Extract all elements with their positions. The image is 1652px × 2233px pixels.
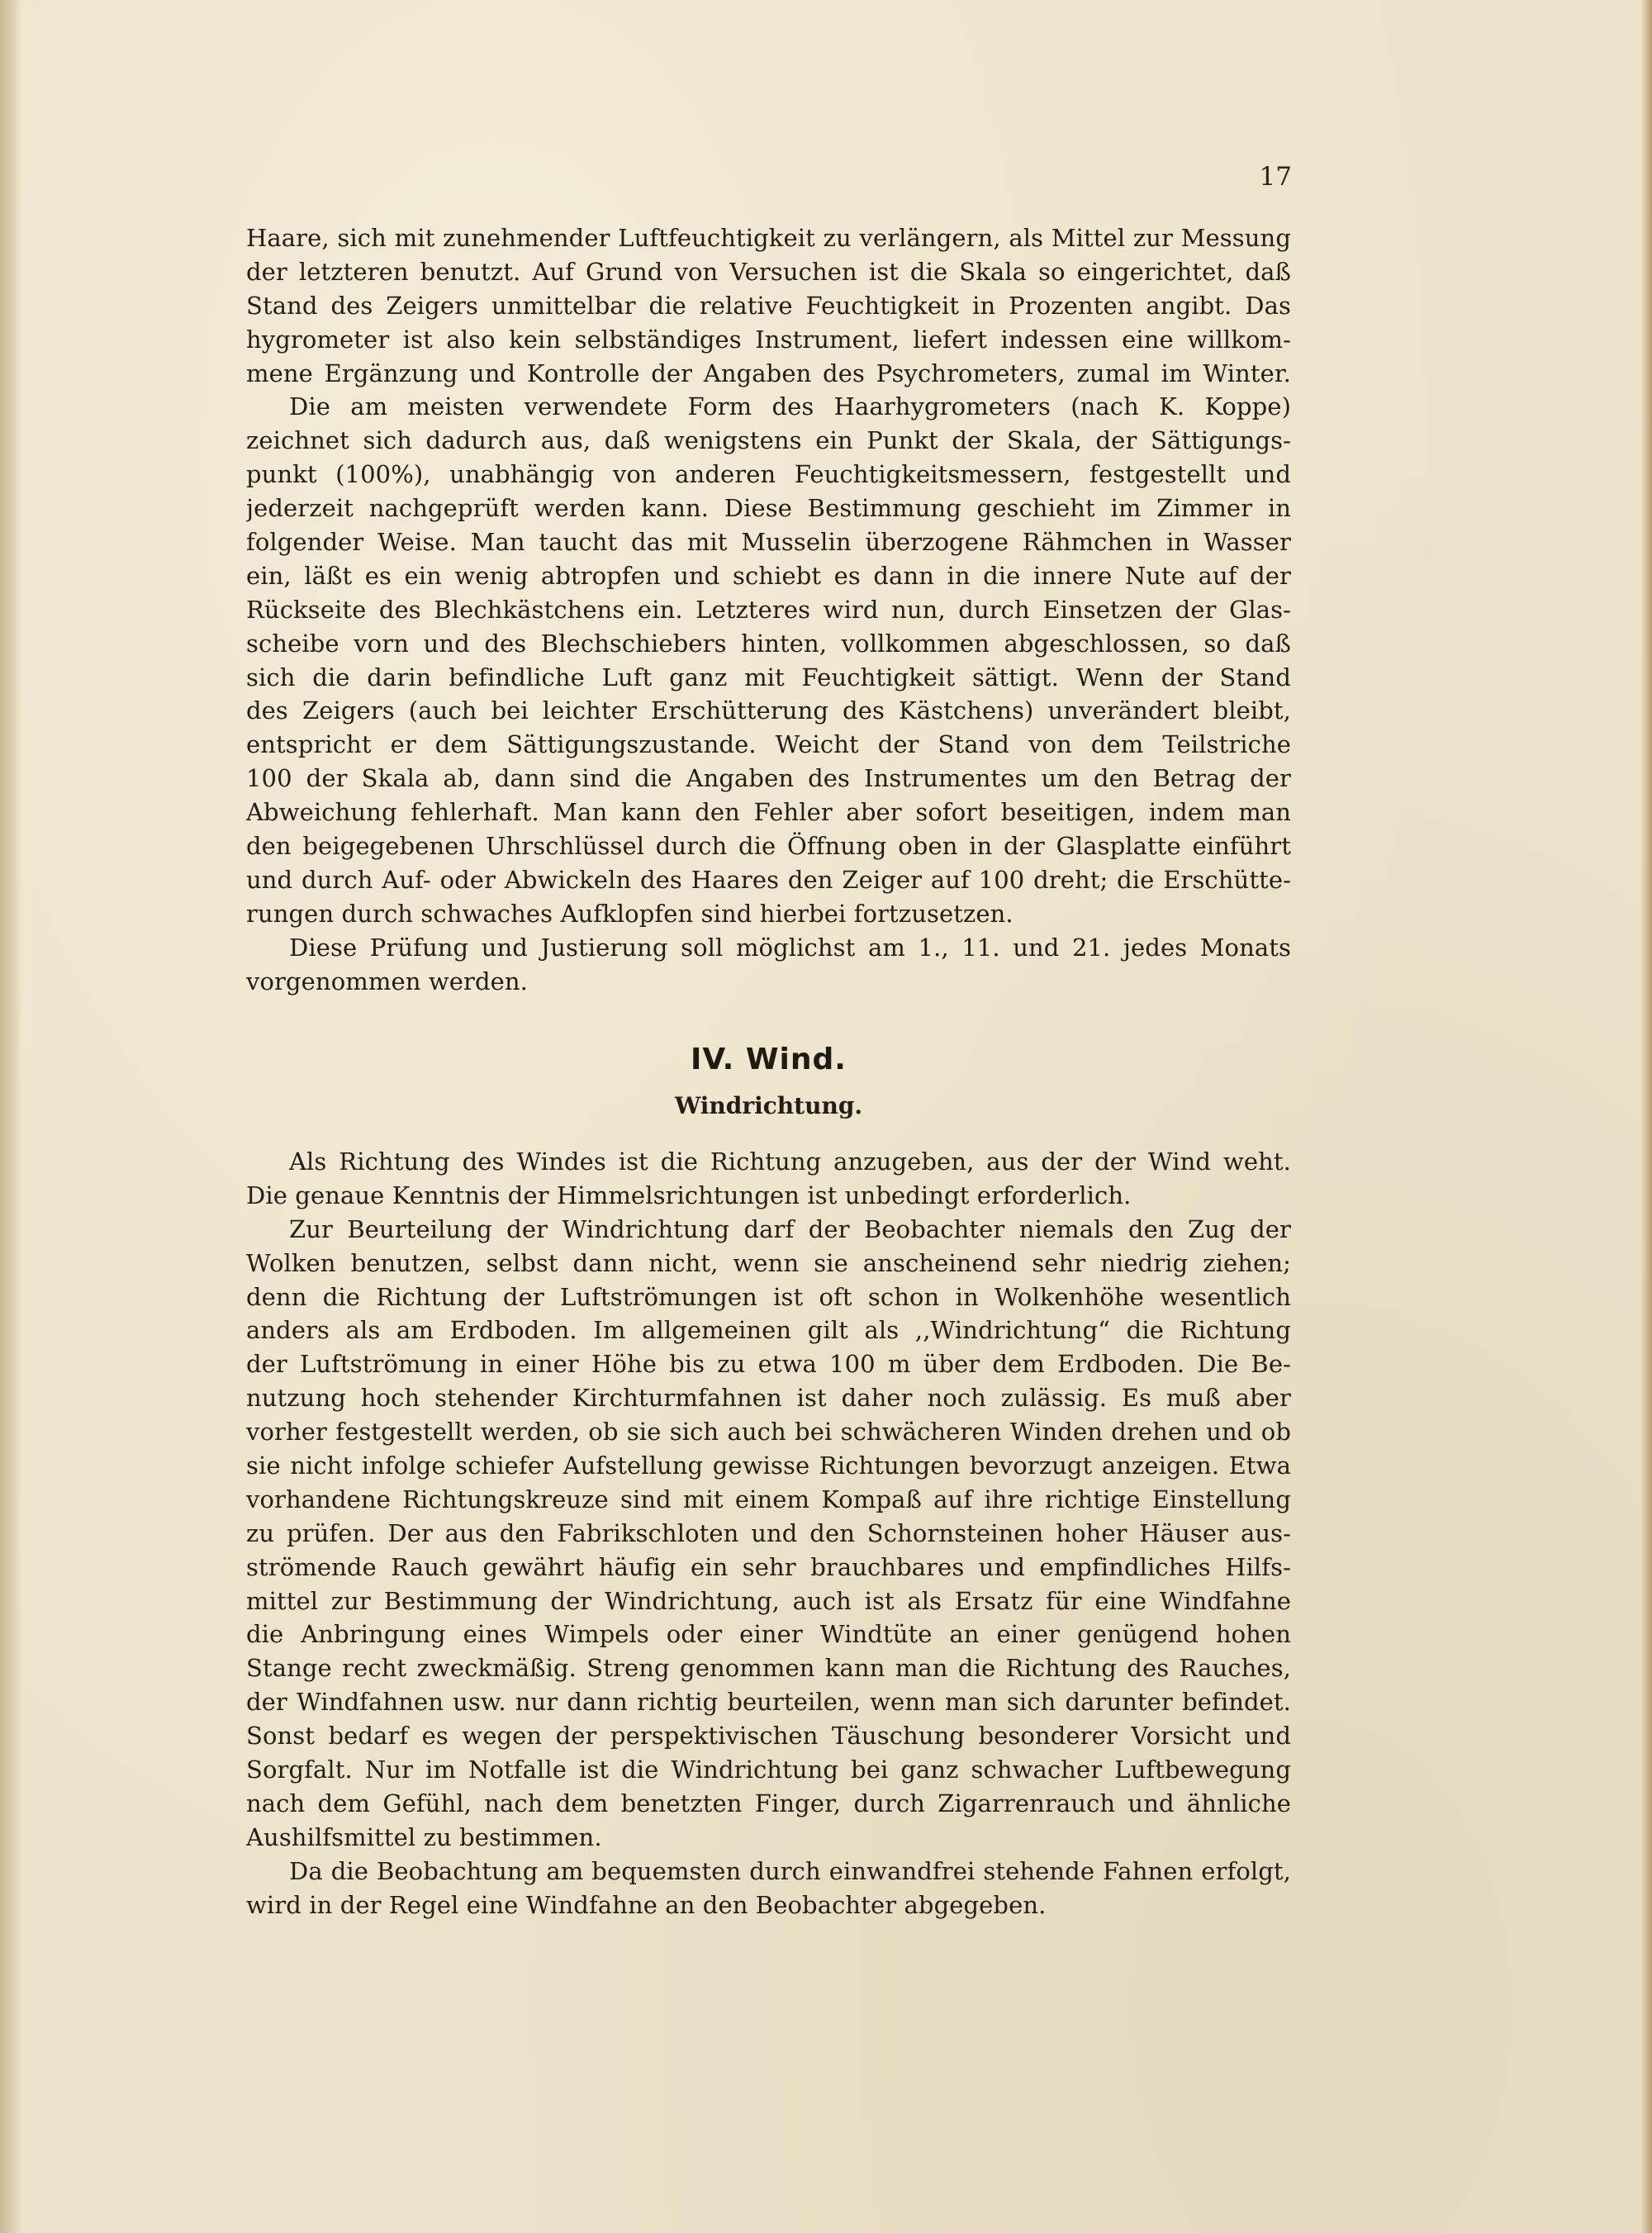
text-line: Stange recht zweckmäßig. Streng genommen kann man die Richtung des Rauches, — [246, 1654, 1291, 1683]
text-line: vorher festgestellt werden, ob sie sich auch bei schwächeren Winden drehen und ob — [246, 1418, 1291, 1447]
text-line: jederzeit nachgeprüft werden kann. Diese Bestimmung geschieht im Zimmer in — [246, 494, 1291, 523]
text-line: Abweichung fehlerhaft. Man kann den Fehler aber sofort beseitigen, indem man — [246, 798, 1291, 827]
body-text-hygrometer — [246, 221, 1291, 999]
text-line: den beigegebenen Uhrschlüssel durch die Öffnung oben in der Glasplatte einführt — [246, 832, 1291, 861]
text-line: 100 der Skala ab, dann sind die Angaben des Instrumentes um den Betrag der — [246, 764, 1291, 793]
text-line: wird in der Regel eine Windfahne an den Beobachter abgegeben. — [246, 1890, 1047, 1919]
text-line: die Anbringung eines Wimpels oder einer Windtüte an einer genügend hohen — [246, 1620, 1291, 1649]
page-binding-edge — [0, 0, 21, 2233]
section-title: IV. Wind. — [691, 1043, 847, 1076]
text-line: scheibe vorn und des Blechschiebers hinten, vollkommen abgeschlossen, so daß — [246, 629, 1291, 658]
page-right-edge — [1640, 0, 1652, 2233]
text-line: zeichnet sich dadurch aus, daß wenigstens ein Punkt der Skala, der Sättigungs- — [246, 426, 1291, 455]
text-line: und durch Auf- oder Abwickeln des Haares den Zeiger auf 100 dreht; die Erschütte- — [246, 865, 1291, 894]
text-line: Aushilfsmittel zu bestimmen. — [246, 1822, 602, 1851]
text-line: Zur Beurteilung der Windrichtung darf der Beobachter niemals den Zug der — [289, 1214, 1291, 1243]
text-line: Als Richtung des Windes ist die Richtung anzugeben, aus der der Wind weht. — [289, 1147, 1291, 1176]
text-line: nach dem Gefühl, nach dem benetzten Finger, durch Zigarrenrauch und ähnliche — [246, 1789, 1291, 1817]
text-line: der letzteren benutzt. Auf Grund von Versuchen ist die Skala so eingerichtet, daß — [246, 257, 1291, 286]
text-line: folgender Weise. Man taucht das mit Musselin überzogene Rähmchen in Wasser — [246, 528, 1291, 557]
text-line: strömende Rauch gewährt häufig ein sehr brauchbares und empfindliches Hilfs- — [246, 1552, 1291, 1581]
text-line: Die genaue Kenntnis der Himmelsrichtungen ist unbedingt erforderlich. — [246, 1181, 1132, 1209]
text-line: Sonst bedarf es wegen der perspektivischen Täuschung besonderer Vorsicht und — [246, 1722, 1291, 1751]
text-line: Rückseite des Blechkästchens ein. Letzteres wird nun, durch Einsetzen der Glas- — [246, 595, 1291, 624]
text-line: nutzung hoch stehender Kirchturmfahnen ist daher noch zulässig. Es muß aber — [246, 1384, 1291, 1413]
text-line: Wolken benutzen, selbst dann nicht, wenn sie anscheinend sehr niedrig ziehen; — [246, 1248, 1291, 1277]
text-line: rungen durch schwaches Aufklopfen sind hierbei fortzusetzen. — [246, 899, 1014, 928]
text-line: Da die Beobachtung am bequemsten durch einwandfrei stehende Fahnen erfolgt, — [289, 1856, 1291, 1885]
text-line: Sorgfalt. Nur im Notfalle ist die Windrichtung bei ganz schwacher Luftbewegung — [246, 1756, 1291, 1784]
text-line: sie nicht infolge schiefer Aufstellung gewisse Richtungen bevorzugt anzeigen. Etwa — [246, 1451, 1291, 1480]
body-text-wind-direction — [246, 1145, 1291, 1922]
text-line: vorhandene Richtungskreuze sind mit einem Kompaß auf ihre richtige Einstellung — [246, 1485, 1291, 1513]
text-line: des Zeigers (auch bei leichter Erschütterung des Kästchens) unverändert bleibt, — [246, 696, 1291, 725]
text-line: Stand des Zeigers unmittelbar die relative Feuchtigkeit in Prozenten angibt. Das — [246, 291, 1291, 320]
text-line: entspricht er dem Sättigungszustande. Weicht der Stand von dem Teilstriche — [246, 730, 1291, 759]
text-line: denn die Richtung der Luftströmungen ist oft schon in Wolkenhöhe wesentlich — [246, 1282, 1291, 1311]
page-number: 17 — [1259, 162, 1292, 192]
text-line: Haare, sich mit zunehmender Luftfeuchtigkeit zu verlängern, als Mittel zur Messung — [246, 224, 1291, 252]
text-line: der Luftströmung in einer Höhe bis zu etwa 100 m über dem Erdboden. Die Be- — [246, 1350, 1291, 1379]
text-line: hygrometer ist also kein selbständiges Instrument, liefert indessen eine willkom- — [246, 325, 1291, 354]
text-line: punkt (100%), unabhängig von anderen Feuchtigkeitsmessern, festgestellt und — [246, 460, 1291, 489]
text-line: Die am meisten verwendete Form des Haarhygrometers (nach K. Koppe) — [289, 392, 1291, 421]
section-subtitle: Windrichtung. — [674, 1092, 863, 1119]
text-line: der Windfahnen usw. nur dann richtig beurteilen, wenn man sich darunter befindet. — [246, 1688, 1291, 1717]
text-line: ein, läßt es ein wenig abtropfen und schiebt es dann in die innere Nute auf der — [246, 561, 1291, 590]
text-line: Diese Prüfung und Justierung soll möglichst am 1., 11. und 21. jedes Monats — [289, 933, 1291, 962]
text-line: zu prüfen. Der aus den Fabrikschloten und den Schornsteinen hoher Häuser aus- — [246, 1518, 1291, 1547]
text-line: mittel zur Bestimmung der Windrichtung, auch ist als Ersatz für eine Windfahne — [246, 1586, 1291, 1615]
text-line: vorgenommen werden. — [246, 967, 528, 995]
text-line: anders als am Erdboden. Im allgemeinen gilt als ,,Windrichtung“ die Richtung — [246, 1316, 1291, 1345]
text-line: mene Ergänzung und Kontrolle der Angaben des Psychrometers, zumal im Winter. — [246, 359, 1291, 387]
text-line: sich die darin befindliche Luft ganz mit Feuchtigkeit sättigt. Wenn der Stand — [246, 663, 1291, 691]
